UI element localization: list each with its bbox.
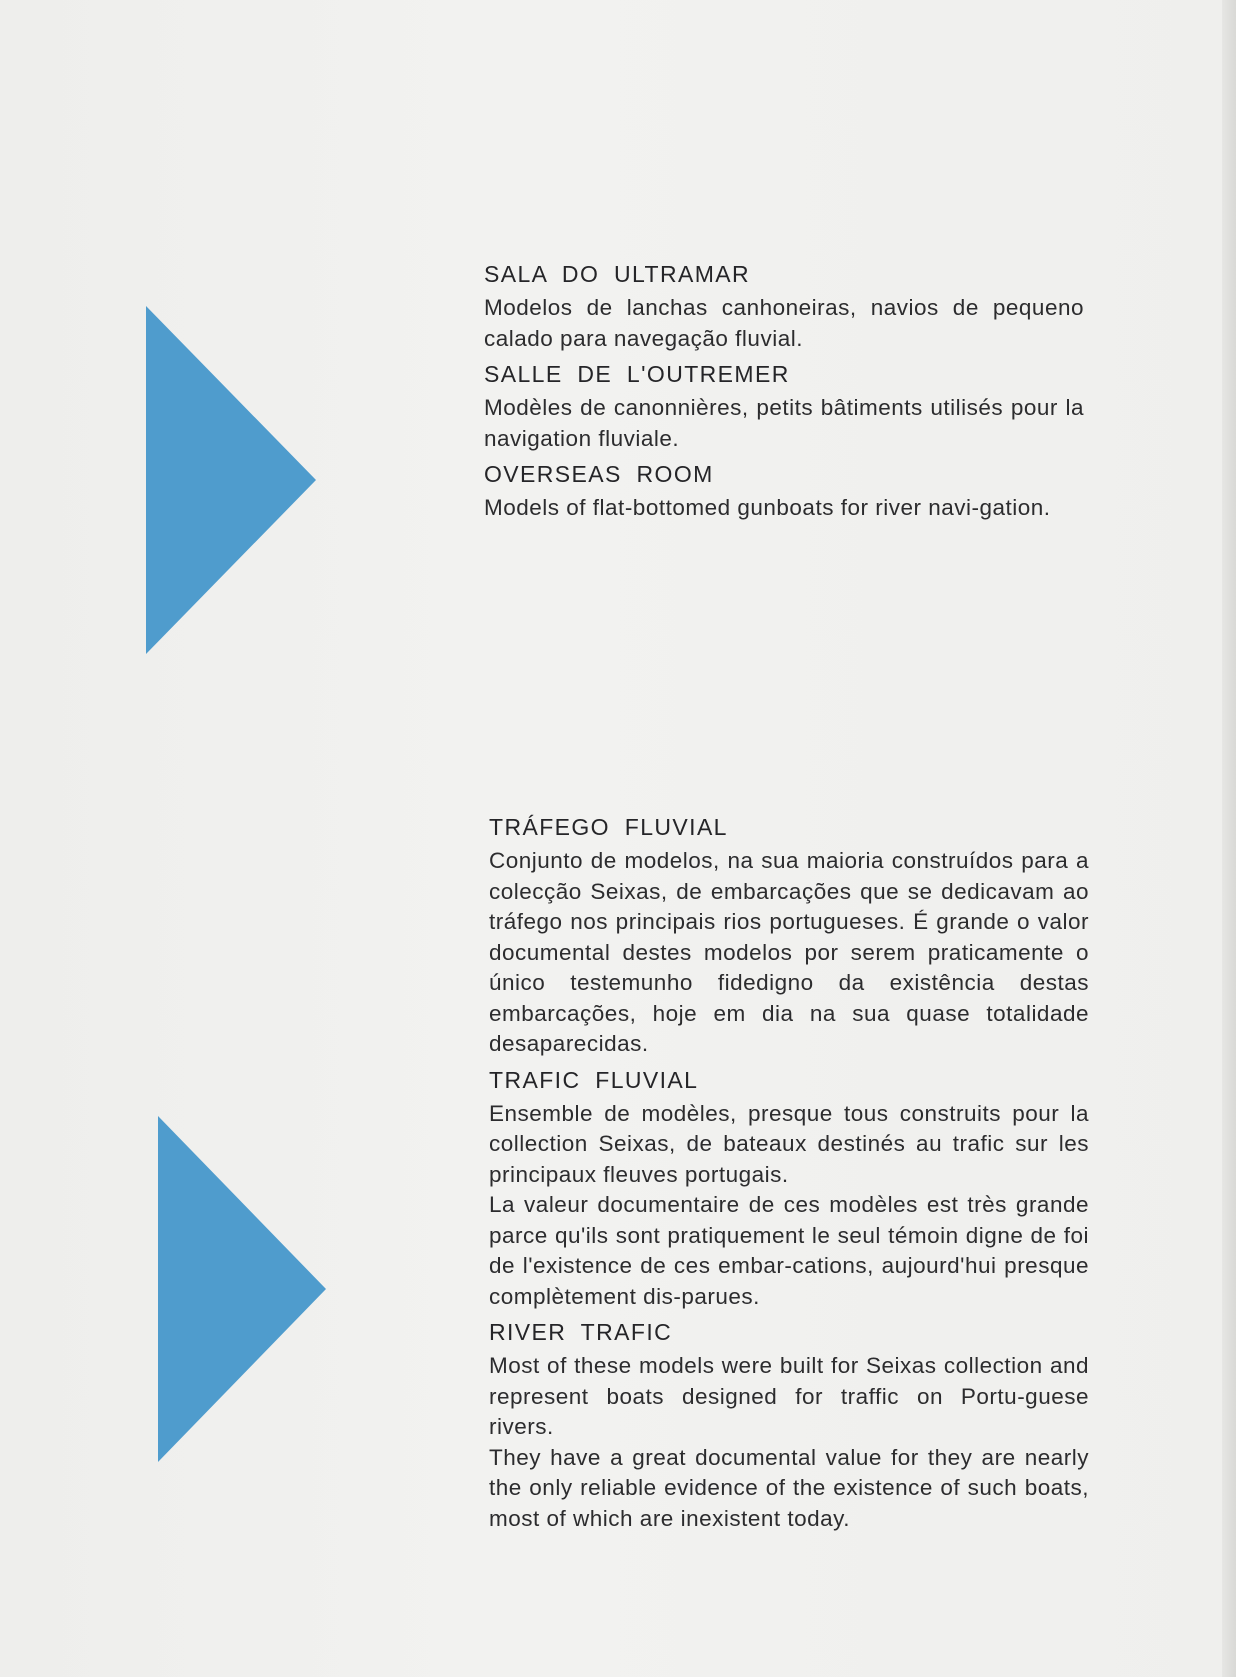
- section-text-fr-2: La valeur documentaire de ces modèles est très grande parce qu'ils sont pratiquement le seul témoin digne de foi de l'existence de ces embar-cations, aujourd'hui presque complètement dis-parues.: [489, 1192, 1089, 1309]
- section-text-pt: Modelos de lanchas canhoneiras, navios de pequeno calado para navegação fluvial.: [484, 295, 1084, 351]
- section-heading-fr: SALLE DE L'OUTREMER: [484, 361, 790, 387]
- section-text-pt: Conjunto de modelos, na sua maioria construídos para a colecção Seixas, de embarcações que se dedicavam ao tráfego nos principais rios portugueses. É grande o valor documental destes modelos por serem praticamente o único testemunho fidedigno da existência destas embarcações, hoje em dia na sua quase totalidade desaparecidas.: [489, 848, 1089, 1056]
- page-edge: [1222, 0, 1236, 1677]
- section-block-river-traffic: [489, 812, 1089, 1534]
- section-heading-pt: SALA DO ULTRAMAR: [484, 261, 751, 287]
- blue-triangle-marker-top: [146, 306, 316, 654]
- section-heading-pt: TRÁFEGO FLUVIAL: [489, 814, 728, 840]
- section-heading-en: OVERSEAS ROOM: [484, 461, 714, 487]
- section-text-en-1: Most of these models were built for Seixas collection and represent boats designed for traffic on Portu-guese rivers.: [489, 1353, 1089, 1439]
- section-text-fr-1: Ensemble de modèles, presque tous construits pour la collection Seixas, de bateaux destinés au trafic sur les principaux fleuves portugais.: [489, 1100, 1089, 1187]
- section-heading-en: RIVER TRAFIC: [489, 1319, 673, 1345]
- section-text-fr: Modèles de canonnières, petits bâtiments utilisés pour la navigation fluviale.: [484, 395, 1084, 451]
- section-text-en-2: They have a great documental value for they are nearly the only reliable evidence of the existence of such boats, most of which are inexistent today.: [489, 1444, 1089, 1531]
- section-text-en: Models of flat-bottomed gunboats for river navi-gation.: [484, 495, 1051, 520]
- section-block-overseas: [484, 259, 1084, 524]
- blue-triangle-marker-bottom: [158, 1116, 326, 1462]
- section-heading-fr: TRAFIC FLUVIAL: [489, 1066, 699, 1093]
